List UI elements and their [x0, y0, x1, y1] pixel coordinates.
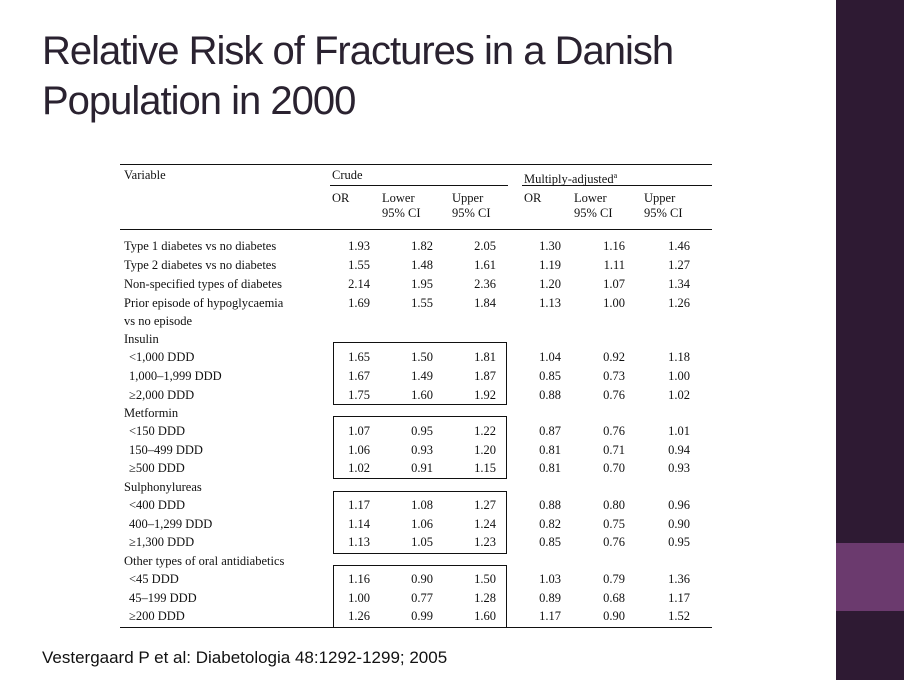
row-value: 1.52 — [668, 609, 690, 623]
slide-title: Relative Risk of Fractures in a Danish Population in 2000 — [42, 29, 674, 123]
row-value: 1.20 — [474, 443, 496, 457]
row-label: <1,000 DDD — [129, 350, 195, 364]
row-label: <45 DDD — [129, 572, 179, 586]
header-adjusted-footnote: a — [613, 171, 618, 180]
row-value: 1.61 — [474, 258, 496, 272]
row-value: 1.30 — [539, 239, 561, 253]
row-value: 0.85 — [539, 535, 561, 549]
row-label: 150–499 DDD — [129, 443, 203, 457]
header-lower-crude — [382, 191, 421, 221]
row-value: 1.60 — [474, 609, 496, 623]
row-value: 1.55 — [348, 258, 370, 272]
row-value: 1.55 — [411, 296, 433, 310]
row-label: Type 1 diabetes vs no diabetes — [124, 239, 277, 253]
row-value: 1.27 — [668, 258, 690, 272]
header-or-crude: OR — [332, 191, 350, 205]
row-value: 0.82 — [539, 517, 561, 531]
row-value: 1.20 — [539, 277, 561, 291]
row-value: 0.76 — [603, 535, 625, 549]
row-value: 1.50 — [411, 350, 433, 364]
row-value: 1.48 — [411, 258, 433, 272]
row-label: <150 DDD — [129, 424, 186, 438]
row-label: Metformin — [124, 406, 179, 420]
row-value: 1.67 — [348, 369, 370, 383]
row-value: 0.94 — [668, 443, 690, 457]
row-value: 1.93 — [348, 239, 370, 253]
header-crude: Crude — [332, 168, 363, 182]
row-value: 0.95 — [668, 535, 690, 549]
row-value: 0.99 — [411, 609, 433, 623]
row-value: 0.79 — [603, 572, 625, 586]
row-value: 0.93 — [668, 461, 690, 475]
row-label: ≥200 DDD — [129, 609, 185, 623]
row-value: 0.81 — [539, 461, 561, 475]
row-value: 1.14 — [348, 517, 370, 531]
row-value: 1.36 — [668, 572, 690, 586]
row-value: 0.93 — [411, 443, 433, 457]
row-value: 1.22 — [474, 424, 496, 438]
header-adjusted-label: Multiply-adjusted — [524, 172, 614, 187]
row-value: 1.26 — [348, 609, 370, 623]
row-value: 0.73 — [603, 369, 625, 383]
row-value: 1.15 — [474, 461, 496, 475]
row-value: 1.17 — [348, 498, 370, 512]
row-value: 1.92 — [474, 388, 496, 402]
row-value: 1.34 — [668, 277, 690, 291]
row-value: 2.05 — [474, 239, 496, 253]
row-value: 1.26 — [668, 296, 690, 310]
row-value: 1.17 — [539, 609, 561, 623]
row-label: ≥2,000 DDD — [129, 388, 195, 402]
header-lower-adjusted — [574, 191, 613, 221]
row-label: ≥1,300 DDD — [129, 535, 195, 549]
row-value: 1.16 — [348, 572, 370, 586]
row-value: 0.89 — [539, 591, 561, 605]
row-value: 0.70 — [603, 461, 625, 475]
row-value: 1.06 — [411, 517, 433, 531]
header-upper-adjusted — [644, 191, 683, 221]
header-bottom-rule — [120, 229, 712, 230]
row-value: 1.46 — [668, 239, 690, 253]
row-value: 1.60 — [411, 388, 433, 402]
row-value: 1.95 — [411, 277, 433, 291]
row-label: 45–199 DDD — [129, 591, 197, 605]
row-value: 0.77 — [411, 591, 433, 605]
row-value: 1.04 — [539, 350, 561, 364]
row-value: 2.36 — [474, 277, 496, 291]
row-value: 1.69 — [348, 296, 370, 310]
header-upper-crude — [452, 191, 491, 221]
row-label: Prior episode of hypoglycaemia — [124, 296, 284, 310]
header-variable: Variable — [124, 168, 166, 182]
row-value: 1.18 — [668, 350, 690, 364]
row-label: ≥500 DDD — [129, 461, 185, 475]
row-value: 1.03 — [539, 572, 561, 586]
row-value: 1.08 — [411, 498, 433, 512]
row-value: 1.02 — [348, 461, 370, 475]
row-value: 0.92 — [603, 350, 625, 364]
row-value: 1.00 — [668, 369, 690, 383]
crude-subrule — [330, 185, 508, 186]
row-value: 0.71 — [603, 443, 625, 457]
row-value: 1.82 — [411, 239, 433, 253]
row-value: 1.27 — [474, 498, 496, 512]
row-value: 0.75 — [603, 517, 625, 531]
row-value: 0.76 — [603, 388, 625, 402]
row-value: 1.11 — [603, 258, 625, 272]
header-lower-crude-1: Lower — [382, 191, 415, 205]
row-value: 1.00 — [348, 591, 370, 605]
row-value: 0.88 — [539, 498, 561, 512]
row-label: 1,000–1,999 DDD — [129, 369, 222, 383]
row-value: 0.85 — [539, 369, 561, 383]
header-lower-adjusted-1: Lower — [574, 191, 607, 205]
row-value: 1.01 — [668, 424, 690, 438]
row-value: 1.65 — [348, 350, 370, 364]
header-lower-adjusted-2: 95% CI — [574, 206, 613, 220]
row-value: 1.49 — [411, 369, 433, 383]
row-value: 1.05 — [411, 535, 433, 549]
row-value: 0.90 — [668, 517, 690, 531]
row-value: 0.90 — [603, 609, 625, 623]
row-value: 1.75 — [348, 388, 370, 402]
table-top-rule — [120, 164, 712, 165]
row-value: 1.13 — [348, 535, 370, 549]
row-value: 0.95 — [411, 424, 433, 438]
row-label: Insulin — [124, 332, 159, 346]
header-or-adjusted: OR — [524, 191, 542, 205]
row-value: 0.76 — [603, 424, 625, 438]
row-value: 0.87 — [539, 424, 561, 438]
header-upper-adjusted-2: 95% CI — [644, 206, 683, 220]
row-value: 0.90 — [411, 572, 433, 586]
row-value: 1.81 — [474, 350, 496, 364]
adjusted-subrule — [522, 185, 712, 186]
row-value: 1.50 — [474, 572, 496, 586]
row-value: 1.24 — [474, 517, 496, 531]
row-label: Sulphonylureas — [124, 480, 202, 494]
row-label: Non-specified types of diabetes — [124, 277, 282, 291]
row-value: 1.84 — [474, 296, 496, 310]
row-label: Other types of oral antidiabetics — [124, 554, 285, 568]
row-value: 1.07 — [348, 424, 370, 438]
row-value: 1.17 — [668, 591, 690, 605]
citation: Vestergaard P et al: Diabetologia 48:1292-1299; 2005 — [42, 648, 448, 667]
row-value: 0.81 — [539, 443, 561, 457]
row-value: 0.80 — [603, 498, 625, 512]
row-value: 1.07 — [603, 277, 625, 291]
row-value: 0.96 — [668, 498, 690, 512]
row-value: 1.87 — [474, 369, 496, 383]
row-value: 0.68 — [603, 591, 625, 605]
row-value: 2.14 — [348, 277, 370, 291]
row-value: 1.02 — [668, 388, 690, 402]
header-upper-crude-2: 95% CI — [452, 206, 491, 220]
header-upper-crude-1: Upper — [452, 191, 484, 205]
header-upper-adjusted-1: Upper — [644, 191, 676, 205]
row-value: 1.16 — [603, 239, 625, 253]
row-value: 1.28 — [474, 591, 496, 605]
row-value: 0.88 — [539, 388, 561, 402]
row-label: vs no episode — [124, 314, 193, 328]
row-label: 400–1,299 DDD — [129, 517, 213, 531]
row-label: <400 DDD — [129, 498, 186, 512]
row-value: 1.19 — [539, 258, 561, 272]
header-lower-crude-2: 95% CI — [382, 206, 421, 220]
table-bottom-rule — [120, 627, 712, 628]
sidebar-accent-block — [836, 543, 904, 611]
row-value: 1.13 — [539, 296, 561, 310]
row-value: 1.23 — [474, 535, 496, 549]
row-label: Type 2 diabetes vs no diabetes — [124, 258, 277, 272]
row-value: 1.06 — [348, 443, 370, 457]
row-value: 1.00 — [603, 296, 625, 310]
row-value: 0.91 — [411, 461, 433, 475]
